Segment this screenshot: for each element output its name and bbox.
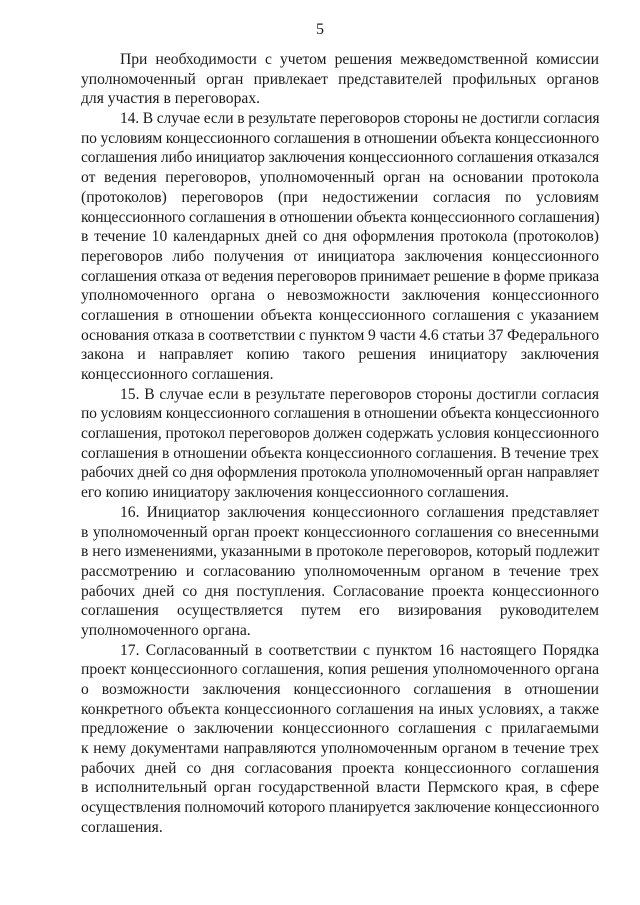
text-line: соглашения либо инициатор заключения концессионного соглашения отказался — [81, 149, 600, 167]
paragraph-15 — [81, 385, 599, 503]
text-line: от ведения переговоров, уполномоченный орган на основании протокола — [81, 169, 599, 187]
text-line: рассмотрению и согласованию уполномоченным органом в течение трех — [81, 562, 599, 580]
text-line: соглашения, протокол переговоров должен содержать условия концессионного — [81, 425, 599, 443]
text-line: проект концессионного соглашения, копия решения уполномоченного органа — [81, 661, 599, 679]
text-line: (протоколов) переговоров (при недостижении согласия по условиям — [81, 188, 599, 206]
text-line: закона и направляет копию такого решения инициатору заключения — [81, 346, 599, 364]
text-line: по условиям концессионного соглашения в отношении объекта концессионного — [81, 129, 599, 147]
text-line: о возможности заключения концессионного соглашения в отношении — [81, 681, 599, 698]
text-line: его копию инициатору заключения концессионного соглашения. — [81, 484, 509, 502]
text-line: 16. Инициатор заключения концессионного соглашения представляет — [120, 503, 599, 521]
text-line: 17. Согласованный в соответствии с пунктом 16 настоящего Порядка — [120, 641, 599, 659]
text-line: основания отказа в соответствии с пунктом 9 части 4.6 статьи 37 Федерального — [81, 326, 600, 344]
text-line: уполномоченного органа о невозможности заключения концессионного — [81, 287, 599, 305]
text-line: рабочих дней со дня оформления протокола уполномоченный орган направляет — [81, 464, 599, 482]
paragraph-17 — [81, 641, 599, 838]
text-line: соглашения осуществляется путем его визирования руководителем — [81, 602, 599, 620]
text-line: 14. В случае если в результате переговоров стороны не достигли согласия — [120, 110, 600, 128]
paragraph-14 — [81, 109, 599, 385]
text-line: предложение о заключении концессионного соглашения с прилагаемыми — [81, 720, 599, 738]
text-line: в него изменениями, указанными в протоколе переговоров, который подлежит — [81, 543, 600, 561]
text-line: соглашения в отношении объекта концессионного соглашения. В течение трех — [81, 444, 599, 462]
text-line: соглашения. — [81, 818, 163, 836]
text-line: по условиям концессионного соглашения в отношении объекта концессионного — [81, 405, 599, 423]
text-line: для участия в переговорах. — [81, 90, 261, 108]
text-line: концессионного соглашения в отношении объекта концессионного соглашения) — [81, 208, 600, 226]
text-line: в течение 10 календарных дней со дня оформления протокола (протоколов) — [81, 228, 599, 246]
text-line: осуществления полномочий которого планируется заключение концессионного — [81, 799, 600, 817]
text-line: концессионного соглашения. — [81, 366, 274, 383]
text-line: уполномоченного органа. — [81, 621, 251, 639]
paragraph-16 — [81, 503, 599, 641]
page-number: 5 — [316, 21, 324, 38]
paragraph-intro — [81, 50, 599, 109]
text-line: в исполнительный орган государственной власти Пермского края, в сфере — [81, 779, 599, 797]
text-line: конкретного объекта концессионного соглашения на иных условиях, а также — [81, 700, 599, 718]
document-body — [81, 50, 599, 838]
text-line: соглашения в отношении объекта концессионного соглашения с указанием — [81, 306, 599, 324]
text-line: в уполномоченный орган проект концессионного соглашения со внесенными — [81, 523, 599, 541]
text-line: уполномоченный орган привлекает представителей профильных органов — [81, 70, 599, 88]
text-line: переговоров либо получения от инициатора заключения концессионного — [81, 247, 599, 265]
text-line: 15. В случае если в результате переговоров стороны достигли согласия — [120, 385, 599, 403]
text-line: к нему документами направляются уполномоченным органом в течение трех — [81, 740, 599, 758]
text-line: рабочих дней со дня поступления. Согласование проекта концессионного — [81, 582, 599, 600]
text-line: При необходимости с учетом решения межведомственной комиссии — [120, 51, 599, 68]
text-line: соглашения отказа от ведения переговоров принимает решение в форме приказа — [81, 267, 599, 285]
text-line: рабочих дней со дня согласования проекта концессионного соглашения — [81, 759, 599, 777]
